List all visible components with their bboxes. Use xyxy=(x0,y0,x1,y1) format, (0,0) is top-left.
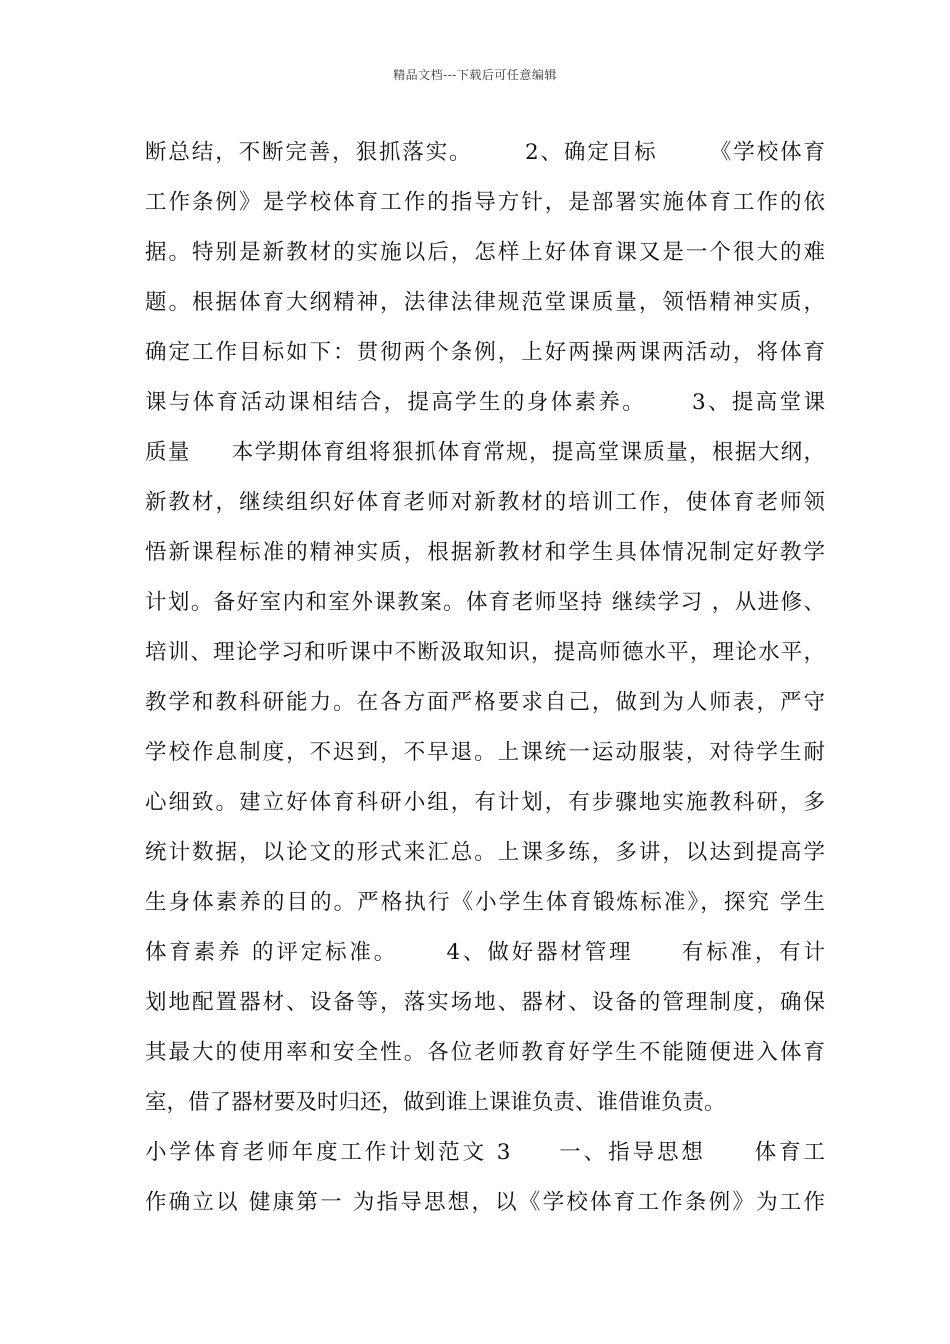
text-line: 作确立以 健康第一 为指导思想，以《学校体育工作条例》为工作 xyxy=(145,1190,825,1215)
text-line: 悟新课程标准的精神实质，根据新教材和学生具体情况制定好教学 xyxy=(145,540,825,565)
text-line: 小学体育老师年度工作计划范文 3 一、指导思想 体育工 xyxy=(145,1140,825,1165)
text-line: 工作条例》是学校体育工作的指导方针，是部署实施体育工作的依 xyxy=(145,190,825,215)
text-line: 统计数据，以论文的形式来汇总。上课多练，多讲，以达到提高学 xyxy=(145,840,825,865)
text-line: 课与体育活动课相结合，提高学生的身体素养。 3、提高堂课 xyxy=(145,390,825,415)
text-line: 学校作息制度，不迟到，不早退。上课统一运动服装，对待学生耐 xyxy=(145,740,825,765)
text-line: 断总结，不断完善，狠抓落实。 2、确定目标 《学校体育 xyxy=(145,140,825,165)
text-line: 质量 本学期体育组将狠抓体育常规，提高堂课质量，根据大纲， xyxy=(145,440,825,465)
text-line: 生身体素养的目的。严格执行《小学生体育锻炼标准》，探究 学生 xyxy=(145,890,825,915)
text-line: 心细致。建立好体育科研小组，有计划，有步骤地实施教科研，多 xyxy=(145,790,825,815)
text-line: 确定工作目标如下：贯彻两个条例，上好两操两课两活动，将体育 xyxy=(145,340,825,365)
text-line: 教学和教科研能力。在各方面严格要求自己，做到为人师表，严守 xyxy=(145,690,825,715)
page-header: 精品文档---下载后可任意编辑 xyxy=(393,68,557,82)
document-body xyxy=(145,128,825,1228)
text-line: 培训、理论学习和听课中不断汲取知识，提高师德水平，理论水平， xyxy=(145,640,825,665)
text-line: 体育素养 的评定标准。 4、做好器材管理 有标准，有计 xyxy=(145,940,825,965)
text-line: 题。根据体育大纲精神，法律法律规范堂课质量，领悟精神实质， xyxy=(145,290,825,315)
text-line: 新教材，继续组织好体育老师对新教材的培训工作，使体育老师领 xyxy=(145,490,825,515)
text-line: 室，借了器材要及时归还，做到谁上课谁负责、谁借谁负责。 xyxy=(145,1090,726,1115)
text-line: 划地配置器材、设备等，落实场地、器材、设备的管理制度，确保 xyxy=(145,990,825,1015)
text-line: 其最大的使用率和安全性。各位老师教育好学生不能随便进入体育 xyxy=(145,1040,825,1065)
text-line: 计划。备好室内和室外课教案。体育老师坚持 继续学习 ，从进修、 xyxy=(145,590,825,615)
text-line: 据。特别是新教材的实施以后，怎样上好体育课又是一个很大的难 xyxy=(145,240,825,265)
